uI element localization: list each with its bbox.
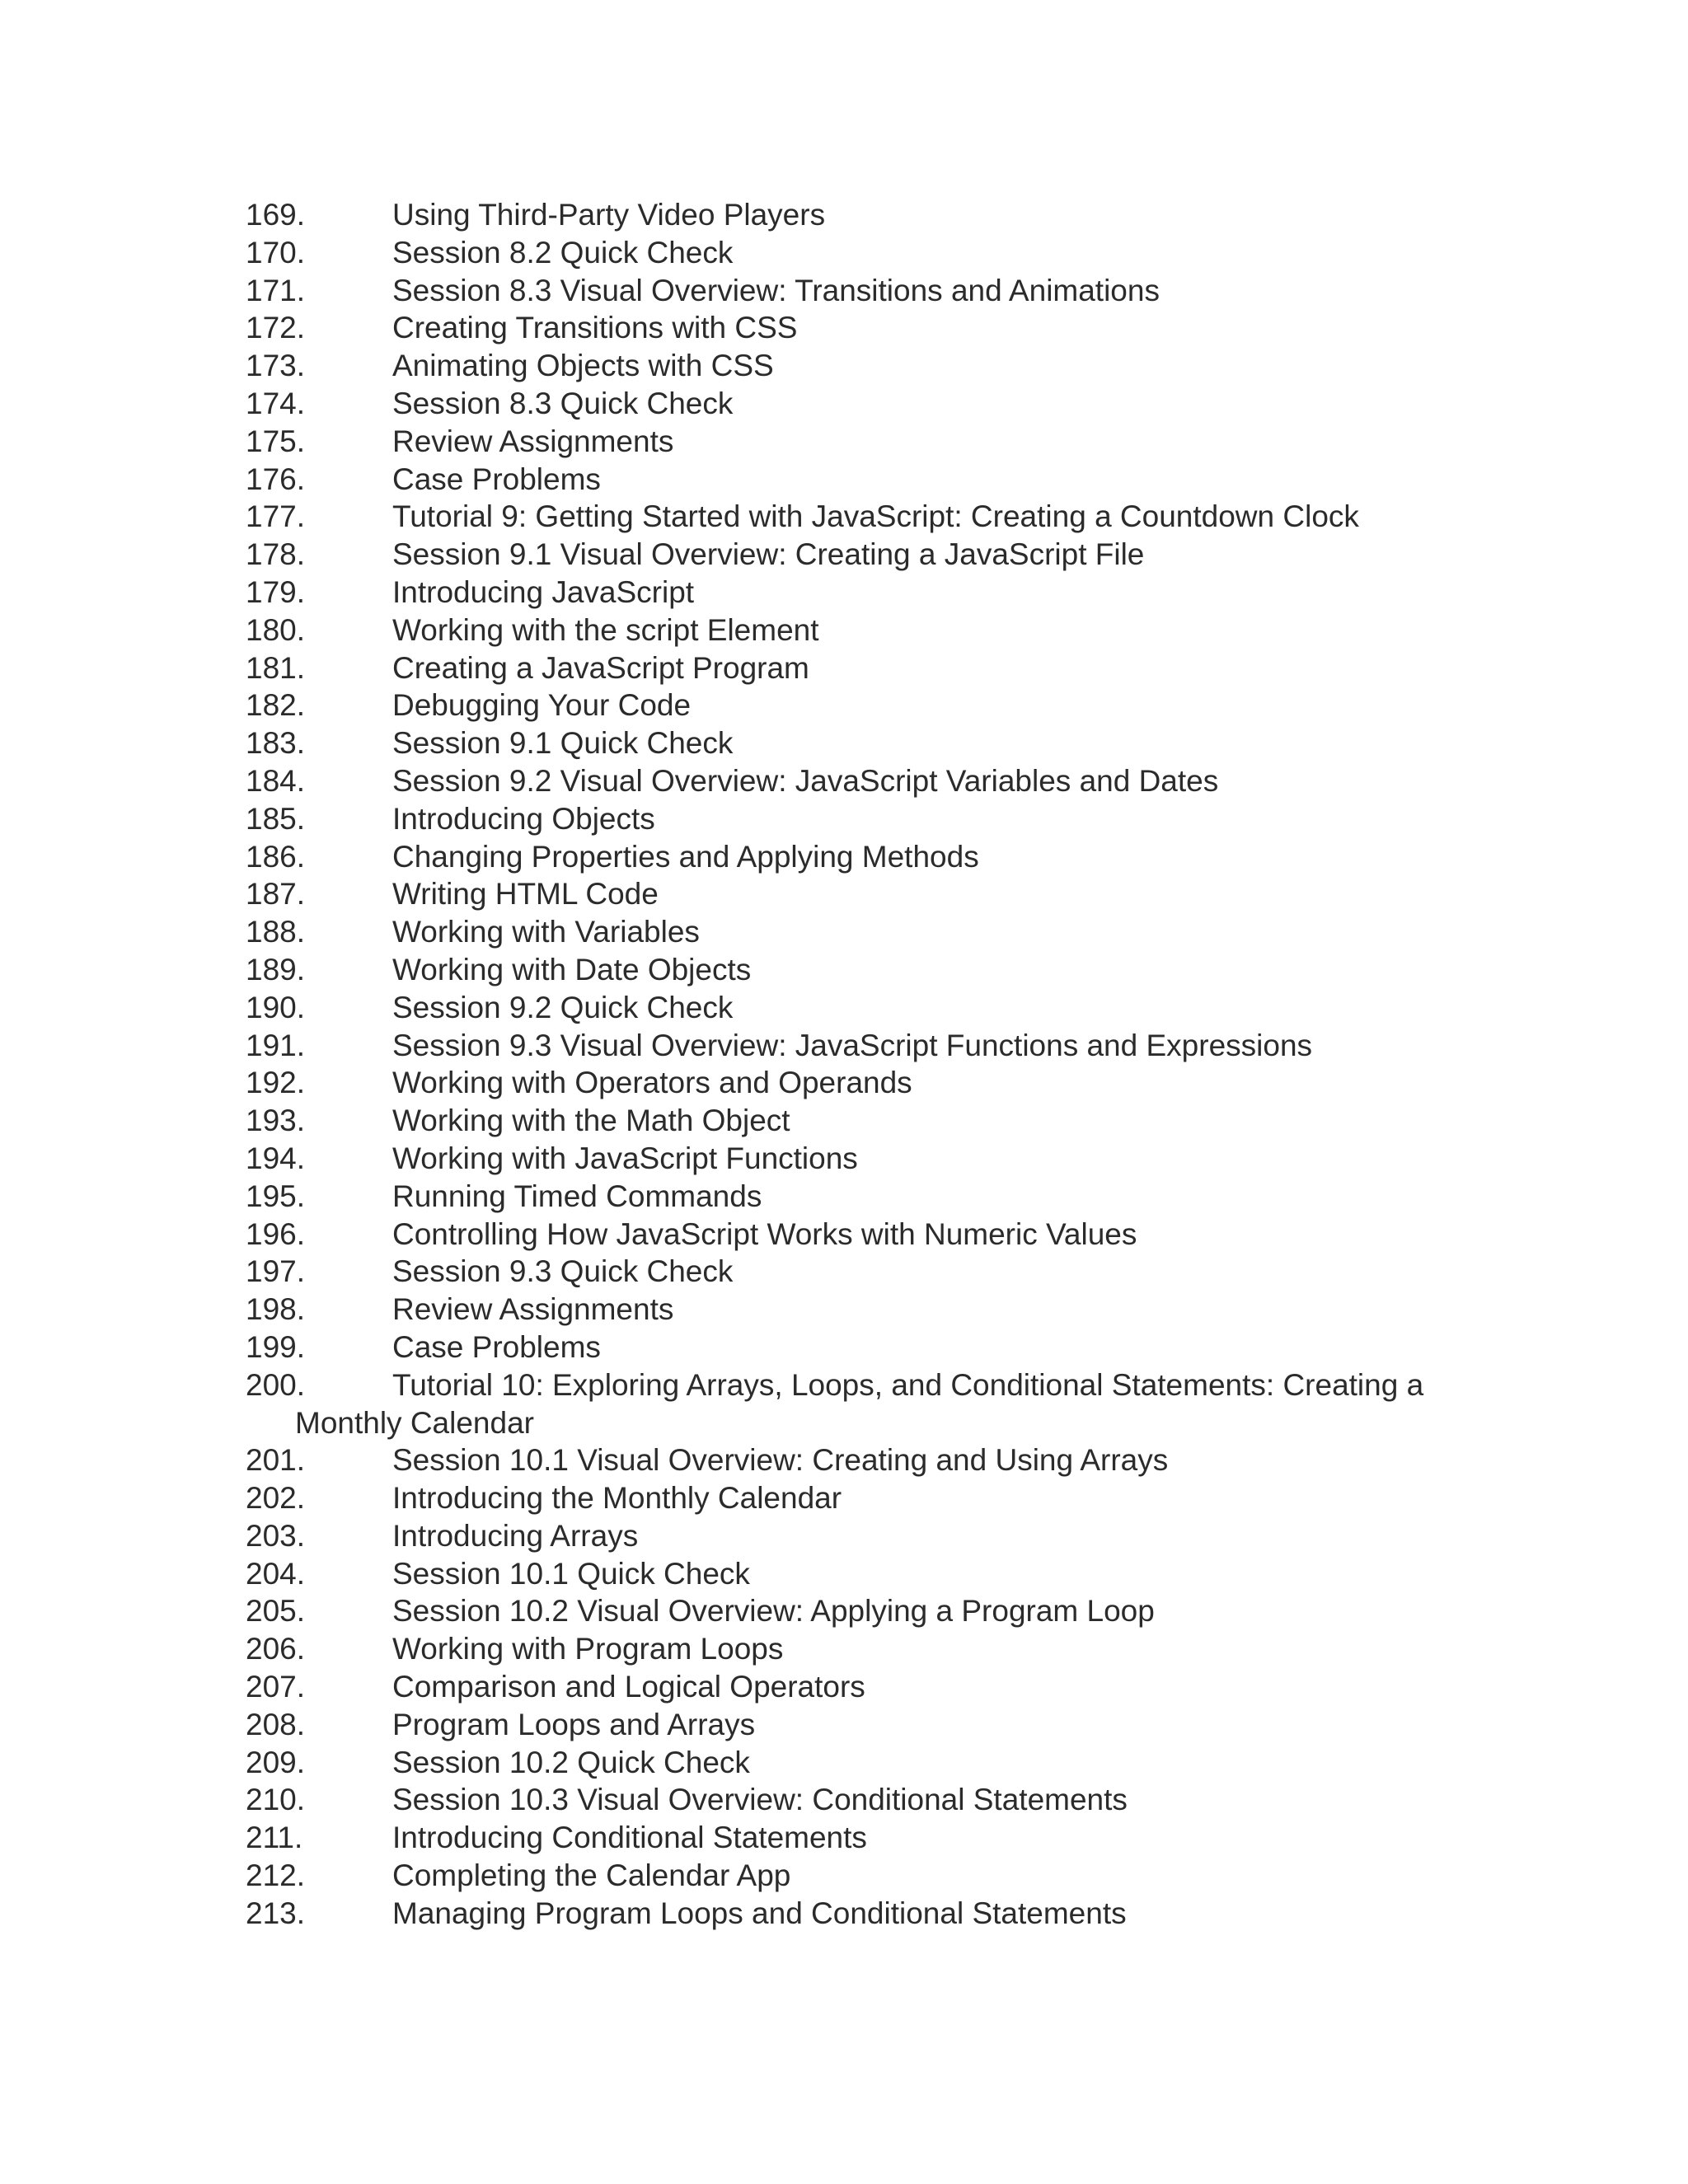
- toc-entry-number: 210.: [246, 1783, 306, 1817]
- toc-entry-title: Review Assignments: [392, 424, 674, 458]
- toc-entry: [246, 1630, 1482, 1668]
- toc-entry: [246, 1140, 1482, 1178]
- toc-entry-number: 170.: [246, 235, 306, 269]
- toc-entry-title: Writing HTML Code: [392, 877, 659, 912]
- toc-entry-title: Session 9.2 Visual Overview: JavaScript Variables and Dates: [392, 763, 1219, 798]
- toc-entry-number: 182.: [246, 688, 306, 723]
- toc-entry-title: [246, 1366, 1482, 1442]
- toc-entry-title: Working with the script Element: [392, 612, 819, 647]
- toc-entry: [246, 234, 1482, 272]
- toc-entry-number: 169.: [246, 198, 306, 232]
- toc-entry-number: 195.: [246, 1179, 306, 1213]
- toc-entry-title: Session 10.2 Visual Overview: Applying a Program Loop: [392, 1594, 1155, 1629]
- toc-entry-number: 180.: [246, 612, 306, 647]
- toc-entry-number: 179.: [246, 574, 306, 609]
- toc-entry-title: Introducing Conditional Statements: [392, 1821, 867, 1855]
- toc-entry: [246, 1555, 1482, 1593]
- toc-entry-number: 181.: [246, 650, 306, 685]
- toc-entry: [246, 1291, 1482, 1329]
- toc-entry-number: 203.: [246, 1518, 306, 1553]
- toc-entry-title: Running Timed Commands: [392, 1179, 762, 1213]
- toc-entry-title: Working with JavaScript Functions: [392, 1141, 858, 1175]
- toc-entry-title: Debugging Your Code: [392, 688, 692, 723]
- toc-entry: [246, 612, 1482, 649]
- toc-entry-title: Case Problems: [392, 1329, 601, 1364]
- toc-entry: [246, 574, 1482, 612]
- toc-entry-number: 197.: [246, 1254, 306, 1289]
- toc-entry-number: 199.: [246, 1329, 306, 1364]
- toc-entry-number: 191.: [246, 1028, 306, 1062]
- toc-entry-number: 211.: [246, 1821, 303, 1855]
- toc-entry: [246, 1178, 1482, 1216]
- toc-entry: [246, 1027, 1482, 1065]
- toc-entry: [246, 1329, 1482, 1366]
- toc-entry: [246, 951, 1482, 989]
- toc-entry-title: Working with the Math Object: [392, 1104, 790, 1138]
- toc-entry-title: Introducing Arrays: [392, 1518, 639, 1553]
- toc-entry-number: 188.: [246, 915, 306, 949]
- toc-entry-title: Session 8.2 Quick Check: [392, 235, 734, 269]
- toc-entry-number: 190.: [246, 990, 306, 1024]
- toc-entry-title: Introducing JavaScript: [392, 574, 695, 609]
- toc-entry-title: Session 8.3 Visual Overview: Transitions and Animations: [392, 273, 1160, 307]
- toc-entry-number: 200.: [246, 1367, 306, 1402]
- toc-entry: [246, 196, 1482, 234]
- toc-entry-title: Session 10.1 Visual Overview: Creating and Using Arrays: [392, 1443, 1169, 1478]
- toc-entry: [246, 1102, 1482, 1140]
- toc-entry-number: 206.: [246, 1632, 306, 1666]
- toc-entry-title: Session 9.3 Quick Check: [392, 1254, 734, 1289]
- toc-entry-number: 194.: [246, 1141, 306, 1175]
- toc-entry: [246, 1441, 1482, 1479]
- toc-entry: [246, 461, 1482, 499]
- toc-entry: [246, 1895, 1482, 1933]
- toc-entry-number: 192.: [246, 1066, 306, 1100]
- toc-entry: [246, 1216, 1482, 1254]
- toc-entry-number: 177.: [246, 499, 306, 534]
- toc-entry: [246, 423, 1482, 461]
- toc-entry-title: Creating a JavaScript Program: [392, 650, 809, 685]
- toc-entry: [246, 1706, 1482, 1744]
- toc-entry: [246, 1064, 1482, 1102]
- toc-entry: [246, 800, 1482, 838]
- toc-entry-title: Session 10.1 Quick Check: [392, 1556, 750, 1591]
- toc-entry-number: 198.: [246, 1292, 306, 1327]
- toc-entry-number: 209.: [246, 1745, 306, 1779]
- toc-entry-number: 185.: [246, 801, 306, 836]
- toc-entry-number: 201.: [246, 1443, 306, 1478]
- toc-entry: [246, 762, 1482, 800]
- toc-entry-number: 184.: [246, 763, 306, 798]
- toc-entry-title: Session 9.1 Visual Overview: Creating a JavaScript File: [392, 537, 1145, 572]
- toc-entry-number: 193.: [246, 1104, 306, 1138]
- toc-entry-title: Working with Operators and Operands: [392, 1066, 912, 1100]
- toc-entry-number: 186.: [246, 839, 306, 874]
- toc-entry-title: Case Problems: [392, 462, 601, 496]
- toc-entry-title: Changing Properties and Applying Methods: [392, 839, 979, 874]
- toc-entry: [246, 1668, 1482, 1706]
- toc-entry: [246, 687, 1482, 724]
- toc-entry-number: 212.: [246, 1858, 306, 1893]
- toc-entry-number: 172.: [246, 311, 306, 345]
- table-of-contents-list: [246, 196, 1482, 1933]
- toc-entry-title: Session 9.2 Quick Check: [392, 990, 734, 1024]
- toc-entry-number: 175.: [246, 424, 306, 458]
- toc-entry-title: Comparison and Logical Operators: [392, 1670, 865, 1704]
- toc-entry-number: 189.: [246, 952, 306, 987]
- toc-entry: [246, 1366, 1482, 1442]
- toc-entry: [246, 989, 1482, 1027]
- toc-entry: [246, 913, 1482, 951]
- toc-entry-number: 207.: [246, 1670, 306, 1704]
- toc-entry-title: Session 9.3 Visual Overview: JavaScript Functions and Expressions: [392, 1028, 1313, 1062]
- toc-entry-number: 196.: [246, 1216, 306, 1251]
- toc-entry: [246, 724, 1482, 762]
- toc-entry: [246, 498, 1482, 536]
- toc-entry: [246, 272, 1482, 310]
- toc-entry-title: Working with Date Objects: [392, 952, 752, 987]
- toc-entry: [246, 1479, 1482, 1517]
- toc-entry: [246, 309, 1482, 347]
- toc-entry-title: Using Third-Party Video Players: [392, 198, 826, 232]
- toc-entry-number: 171.: [246, 273, 306, 307]
- toc-entry: [246, 838, 1482, 876]
- toc-entry-number: 176.: [246, 462, 306, 496]
- toc-entry: [246, 536, 1482, 574]
- toc-entry-number: 213.: [246, 1896, 306, 1930]
- toc-entry-title: Creating Transitions with CSS: [392, 311, 798, 345]
- toc-entry-title: Tutorial 9: Getting Started with JavaScript: Creating a Countdown Clock: [392, 499, 1359, 534]
- toc-entry-number: 173.: [246, 349, 306, 383]
- toc-entry-title: Review Assignments: [392, 1292, 674, 1327]
- toc-entry-number: 183.: [246, 726, 306, 761]
- toc-entry-number: 202.: [246, 1481, 306, 1516]
- toc-entry: [246, 1592, 1482, 1630]
- toc-entry-title: Managing Program Loops and Conditional Statements: [392, 1896, 1127, 1930]
- toc-entry: [246, 1744, 1482, 1782]
- toc-entry-number: 174.: [246, 386, 306, 420]
- toc-entry-title: Working with Program Loops: [392, 1632, 784, 1666]
- toc-entry-number: 204.: [246, 1556, 306, 1591]
- toc-entry-title: Session 10.2 Quick Check: [392, 1745, 750, 1779]
- toc-entry-title: Session 8.3 Quick Check: [392, 386, 734, 420]
- toc-entry-title: Session 9.1 Quick Check: [392, 726, 734, 761]
- toc-entry: [246, 347, 1482, 385]
- toc-entry-title: Introducing Objects: [392, 801, 655, 836]
- toc-entry-title: Completing the Calendar App: [392, 1858, 791, 1893]
- toc-entry: [246, 1857, 1482, 1895]
- toc-entry: [246, 875, 1482, 913]
- toc-entry-number: 205.: [246, 1594, 306, 1629]
- toc-entry: [246, 1253, 1482, 1291]
- toc-entry-title: Controlling How JavaScript Works with Numeric Values: [392, 1216, 1137, 1251]
- toc-entry: [246, 649, 1482, 687]
- toc-entry-number: 178.: [246, 537, 306, 572]
- toc-entry-number: 187.: [246, 877, 306, 912]
- toc-entry-title: Introducing the Monthly Calendar: [392, 1481, 842, 1516]
- toc-entry-title-line: Tutorial 10: Exploring Arrays, Loops, and Conditional Statements: Creating a: [392, 1367, 1424, 1402]
- toc-entry: [246, 1819, 1482, 1857]
- toc-entry-title-continuation: Monthly Calendar: [295, 1405, 534, 1440]
- toc-entry-title: Session 10.3 Visual Overview: Conditional Statements: [392, 1783, 1128, 1817]
- toc-entry: [246, 1517, 1482, 1555]
- toc-entry: [246, 1781, 1482, 1819]
- toc-entry: [246, 385, 1482, 423]
- toc-entry-title: Program Loops and Arrays: [392, 1707, 756, 1741]
- toc-entry-title: Working with Variables: [392, 915, 700, 949]
- toc-entry-title: Animating Objects with CSS: [392, 349, 774, 383]
- toc-entry-number: 208.: [246, 1707, 306, 1741]
